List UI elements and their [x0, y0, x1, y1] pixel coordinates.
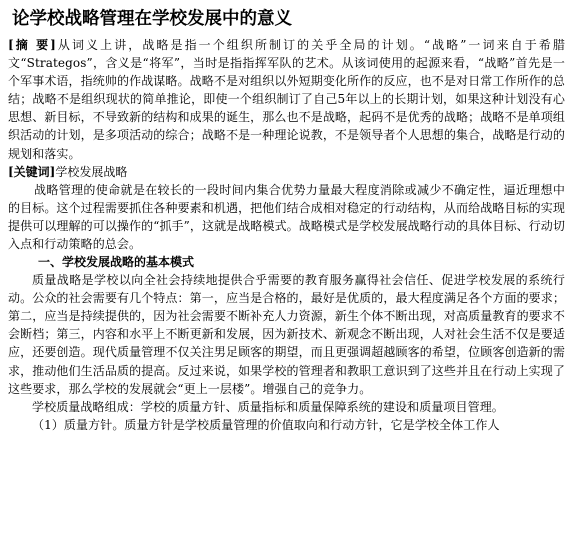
body-paragraph-1: 战略管理的使命就是在较长的一段时间内集合优势力量最大程度消除或减少不确定性，逼近理想中的目标。这个过程需要抓住各种要素和机遇，把他们结合成相对稳定的行动结构，从而给战略目标的实现提供可以理解的可以操作的“抓手”，这就是战略模式。战略模式是学校发展战略行动的具体目标、行动切入点和行动策略的总会。: [8, 182, 565, 251]
body-paragraph-2: 质量战略是学校以向全社会持续地提供合乎需要的教育服务赢得社会信任、促进学校发展的系统行动。公众的社会需要有几个特点：第一，应当是合格的，最好是优质的，最大程度满足各个方面的要求；第二，应当是持续提供的，因为社会需要不断补充人力资源，新生个体不断出现，对高质量教育的要求不会断档；第三，内容和水平上不断更新和发展，因为新技术、新观念不断出现，人对社会生活不仅是要适应，还要创造。现代质量管理不仅关注男足顾客的期望，而且更强调超越顾客的希望，位顾客创造新的需求，推动他们生活品质的提高。反过来说，如果学校的管理者和教职工意识到了这些并且在行动上实现了这些要求，那么学校的发展就会“更上一层楼”。增强自己的竞争力。: [8, 273, 565, 396]
abstract: [8, 36, 565, 163]
article-title: 论学校战略管理在学校发展中的意义: [12, 9, 292, 29]
body-paragraph-3: 学校质量战略组成：学校的质量方针、质量指标和质量保障系统的建设和质量项目管理。: [32, 399, 504, 414]
body-paragraph-4: （1）质量方针。质量方针是学校质量管理的价值取向和行动方针，它是学校全体工作人: [32, 417, 500, 432]
abstract-text: 从词义上讲，战略是指一个组织所制订的关乎全局的计划。“战略”一词来自于希腊文“Strategos”，含义是“将军”，当时是指指挥军队的艺术。从该词使用的起源来看，“战略”首先是一个军事术语，指统帅的作战谋略。战略不是对组织以外短期变化所作的反应，也不是对日常工作所作的总结；战略不是组织现状的简单推论，即使一个组织制订了自己5年以上的长期计划，如果这种计划没有心思想、新目标，不导致新的结构和成果的诞生，那么也不是战略，起码不是优秀的战略；战略不是单项组织活动的计划，是多项活动的综合；战略不是一种理论说教，不是领导者个人思想的集合，战略是行动的规划和落实。: [8, 38, 565, 161]
keywords-text: 学校发展战略: [55, 164, 128, 179]
keywords: [8, 163, 565, 181]
section-heading-1: 一、学校发展战略的基本模式: [38, 255, 195, 270]
abstract-tag: [摘 要]: [8, 38, 56, 52]
keywords-tag: [关键词]: [8, 164, 56, 179]
